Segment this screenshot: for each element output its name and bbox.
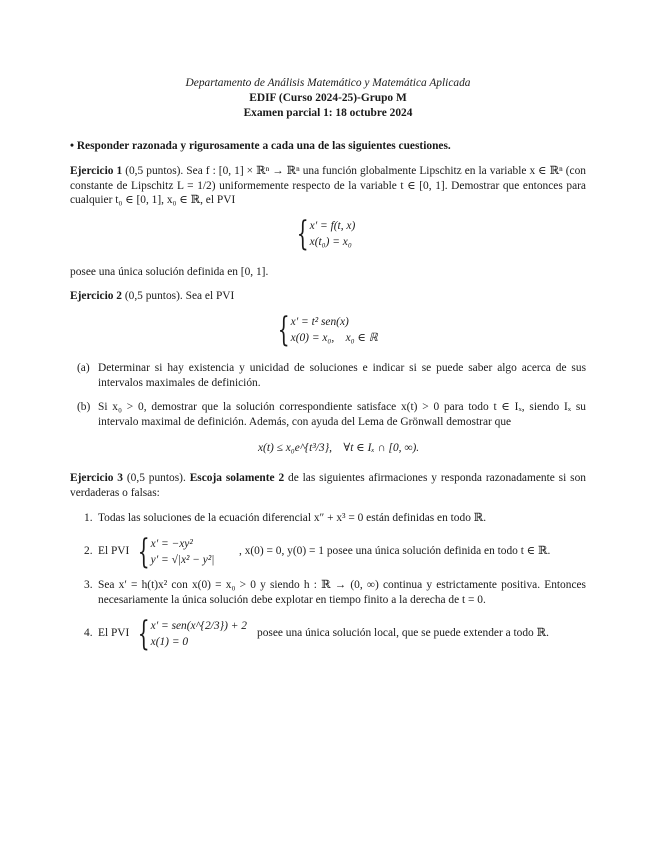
exercise-2-text: Sea el PVI (185, 290, 235, 302)
exercise-2-points: (0,5 puntos). (124, 290, 183, 302)
system-line: x(t₀) = x₀ (309, 236, 352, 248)
exercise-1-text: Sea f : [0, 1] × ℝⁿ → ℝⁿ una función globalmente Lipschitz en la variable x ∈ ℝⁿ (con constante de Lipschitz L = 1/2) uniformemente respecto de la variable t ∈ [0, 1]. Demostrar que entonces para cualquier t₀ ∈ [0, 1], x₀ ∈ ℝ, el PVI (70, 165, 586, 207)
system-line: y′ = √|x² − y²| (150, 554, 215, 566)
left-brace-icon: { (137, 532, 150, 572)
exercise-1-points: (0,5 puntos). (125, 165, 184, 177)
left-brace-icon: { (296, 214, 309, 254)
exercise-3-lead: Escoja solamente 2 (189, 472, 285, 484)
exercise-3-heading: Ejercicio 3 (70, 472, 124, 484)
course-title: EDIF (Curso 2024-25)-Grupo M (249, 92, 407, 104)
instruction: • Responder razonada y rigurosamente a cada una de las siguientes cuestiones. (70, 140, 451, 152)
exercise-1-system (287, 214, 356, 254)
exercise-2-heading: Ejercicio 2 (70, 290, 122, 302)
statement-suffix: , x(0) = 0, y(0) = 1 posee una única solución definida en todo t ∈ ℝ. (239, 545, 551, 557)
exercise-3-points: (0,5 puntos). (126, 472, 186, 484)
statement-2 (84, 532, 586, 572)
statement-suffix: posee una única solución local, que se puede extender a todo ℝ. (257, 627, 549, 639)
gronwall-bound: x(t) ≤ x₀e^{t³/3}, ∀t ∈ Iₓ ∩ [0, ∞). (258, 442, 420, 454)
exercise-2 (70, 289, 586, 304)
exercise-3 (70, 471, 586, 500)
system-line: x′ = t² sen(x) (290, 316, 349, 328)
statement-2-system (128, 532, 215, 572)
statement-prefix: El PVI (98, 545, 130, 557)
system-line: x′ = f(t, x) (309, 220, 356, 232)
statement-number: 3. (84, 579, 93, 591)
statement-4-system (128, 614, 247, 654)
statement-prefix: El PVI (98, 627, 130, 639)
exercise-1-heading: Ejercicio 1 (70, 165, 123, 177)
part-label: (b) (77, 401, 91, 413)
exam-title: Examen parcial 1: 18 octubre 2024 (243, 107, 413, 119)
statement-number: 1. (84, 512, 93, 524)
system-line: x′ = sen(x^{2/3}) + 2 (150, 620, 247, 632)
left-brace-icon: { (277, 310, 290, 350)
exercise-1-conclusion: posee una única solución definida en [0, 1]. (70, 266, 269, 278)
statement-number: 2. (84, 545, 93, 557)
part-text: Si x₀ > 0, demostrar que la solución correspondiente satisface x(t) > 0 para todo t ∈ Iₓ, siendo Iₓ su intervalo maximal de definición. Además, con ayuda del Lema de Grönwall demostrar que (98, 401, 586, 428)
part-text: Determinar si hay existencia y unicidad de soluciones e indicar si se puede saber algo acerca de sus intervalos maximales de definición. (98, 362, 586, 389)
statement-4 (84, 614, 586, 654)
statement-number: 4. (84, 627, 93, 639)
exercise-2-system (268, 310, 378, 350)
statement-text: Sea x′ = h(t)x² con x(0) = x₀ > 0 y siendo h : ℝ → (0, ∞) continua y estrictamente positiva. Entonces necesariamente la única solución debe explotar en tiempo finito a la derecha de t = 0. (98, 579, 586, 606)
left-brace-icon: { (137, 614, 150, 654)
exercise-3-text: de las siguientes afirmaciones y responda razonadamente si son verdaderas o falsas: (70, 472, 586, 499)
system-line: x(0) = x₀, x₀ ∈ ℝ (290, 332, 378, 344)
system-line: x(1) = 0 (150, 636, 189, 648)
statement-text: Todas las soluciones de la ecuación diferencial x″ + x³ = 0 están definidas en todo ℝ. (98, 512, 487, 524)
system-line: x′ = −xy² (150, 538, 193, 550)
exercise-1 (70, 164, 586, 208)
department-title: Departamento de Análisis Matemático y Matemática Aplicada (185, 77, 471, 89)
part-label: (a) (77, 362, 90, 374)
